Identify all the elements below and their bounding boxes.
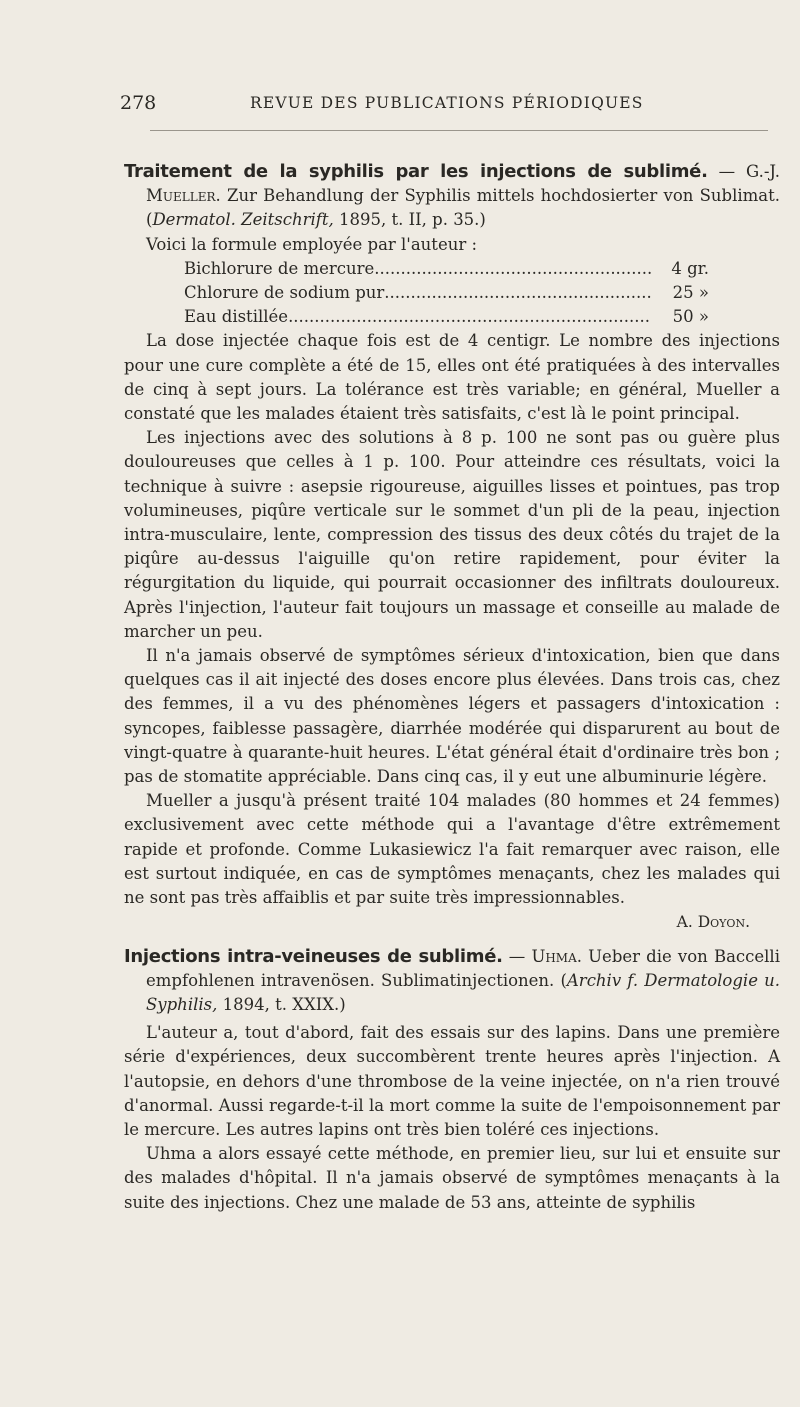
formula-ingredient: Bichlorure de mercure — [184, 258, 375, 278]
article-2-title: Injections intra-veineuses de sublimé. — [124, 945, 503, 967]
formula-ingredient: Eau distillée — [184, 307, 289, 327]
signature-initial: A. — [676, 913, 693, 932]
article-2-paragraph: L'auteur a, tout d'abord, fait des essais sur des lapins. Dans une première série d'expériences, deux succombèrent trente heures après l'injection. A l'autopsie, en dehors d'une thrombose de la veine injectée, on n'a rien trouvé d'anormal. Aussi regarde-t-il la mort comme la suite de l'empoisonnement par le mercure. Les autres lapins ont très bien toléré ces injections. — [124, 1023, 780, 1139]
article-1-paragraph: La dose injectée chaque fois est de 4 centigr. Le nombre des injections pour une cure complète a été de 15, elles ont été pratiquées à des intervalles de cinq à sept jours. La tolérance est très variable; en général, Mueller a constaté que les malades étaient très satisfaits, c'est là le point principal. — [124, 331, 780, 424]
article-1-author-initials: G.-J. — [746, 162, 780, 181]
formula-amount: 25 » — [672, 283, 709, 303]
article-1-paragraph: Il n'a jamais observé de symptômes sérieux d'intoxication, bien que dans quelques cas il ait injecté des doses encore plus élevées. Dans trois cas, chez des femmes, il a vu des phénomènes légers et passagers d'intoxication : syncopes, faiblesse passagère, diarrhée modérée qui disparurent au bout de vingt-quatre à quarante-huit heures. L'état général était d'ordinaire très bon ; pas de stomatite appréciable. Dans cinq cas, il y eut une albuminurie légère. — [124, 646, 780, 787]
leader-dots — [288, 305, 651, 329]
formula-ingredient: Chlorure de sodium pur — [184, 283, 385, 303]
article-1-title: Traitement de la syphilis par les injections de sublimé. — [124, 161, 708, 182]
page-header — [120, 92, 780, 118]
article-2-paragraph: Uhma a alors essayé cette méthode, en premier lieu, sur lui et ensuite sur des malades d'hôpital. Il n'a jamais observé de symptômes menaçants à la suite des injections. Chez une malade de 53 ans, atteinte de syphilis — [124, 1144, 780, 1212]
article-1-signature — [124, 910, 750, 934]
formula-amount: 50 » — [672, 307, 709, 327]
article-1-author: Mueller — [146, 186, 216, 206]
article-2-journal: Archiv f. Dermatologie u. Syphilis, — [146, 970, 780, 1014]
page-body — [124, 160, 780, 1215]
article-1-paragraph: Mueller a jusqu'à présent traité 104 malades (80 hommes et 24 femmes) exclusivement avec cette méthode qui a l'avantage d'être extrêmement rapide et profonde. Comme Lukasiewicz l'a fait remarquer avec raison, elle est surtout indiquée, en cas de symptômes menaçants, chez les malades qui ne sont pas très affaiblis et par suite très impressionnables. — [124, 791, 780, 908]
formula-row — [184, 257, 709, 281]
article-1-heading: Traitement de la syphilis par les injections de sublimé. — G.-J. Mueller. Zur Behandlung der Syphilis mittels hochdosierter von Sublimat. (Dermatol. Zeitschrift, 1895, t. II, p. 35.) — [124, 161, 780, 230]
article-2-reference-end: 1894, t. XXIX.) — [217, 994, 346, 1014]
signature-name: Doyon. — [697, 913, 750, 932]
article-1-reference-end: 1895, t. II, p. 35.) — [333, 210, 486, 230]
running-title: REVUE DES PUBLICATIONS PÉRIODIQUES — [250, 94, 644, 112]
formula-intro: Voici la formule employée par l'auteur : — [146, 234, 478, 254]
formula-row — [184, 281, 709, 305]
header-rule — [150, 130, 768, 131]
leader-dots — [384, 281, 651, 305]
article-1-reference: . Zur Behandlung der Syphilis mittels hochdosierter von Sublimat. ( — [146, 186, 780, 230]
leader-dots — [374, 257, 651, 281]
formula-row — [184, 305, 709, 329]
formula-amount: 4 gr. — [671, 258, 709, 278]
page-number: 278 — [120, 92, 157, 114]
article-2-heading: Injections intra-veineuses de sublimé. — Uhma. Ueber die von Baccelli empfohlenen intravenösen. Sublimatinjectionen. (Archiv f. Dermatologie u. Syphilis, 1894, t. XXIX.) — [124, 945, 780, 1014]
article-1-journal: Dermatol. Zeitschrift, — [152, 210, 334, 230]
article-1-paragraph: Les injections avec des solutions à 8 p. 100 ne sont pas ou guère plus douloureuses que celles à 1 p. 100. Pour atteindre ces résultats, voici la technique à suivre : asepsie rigoureuse, aiguilles lisses et pointues, pas trop volumineuses, piqûre verticale sur le sommet d'un pli de la peau, injection intra-musculaire, lente, compression des tissus des deux côtés du trajet de la piqûre au-dessus l'aiguille qu'on retire rapidement, pour éviter la régurgitation du liquide, qui pourrait occasionner des infiltrats douloureux. Après l'injection, l'auteur fait toujours un massage et conseille au malade de marcher un peu. — [124, 428, 780, 641]
article-gap — [124, 935, 780, 945]
article-2-reference: . Ueber die von Baccelli empfohlenen intravenösen. Sublimatinjectionen. ( — [146, 946, 780, 990]
article-2-author: Uhma — [531, 946, 577, 966]
